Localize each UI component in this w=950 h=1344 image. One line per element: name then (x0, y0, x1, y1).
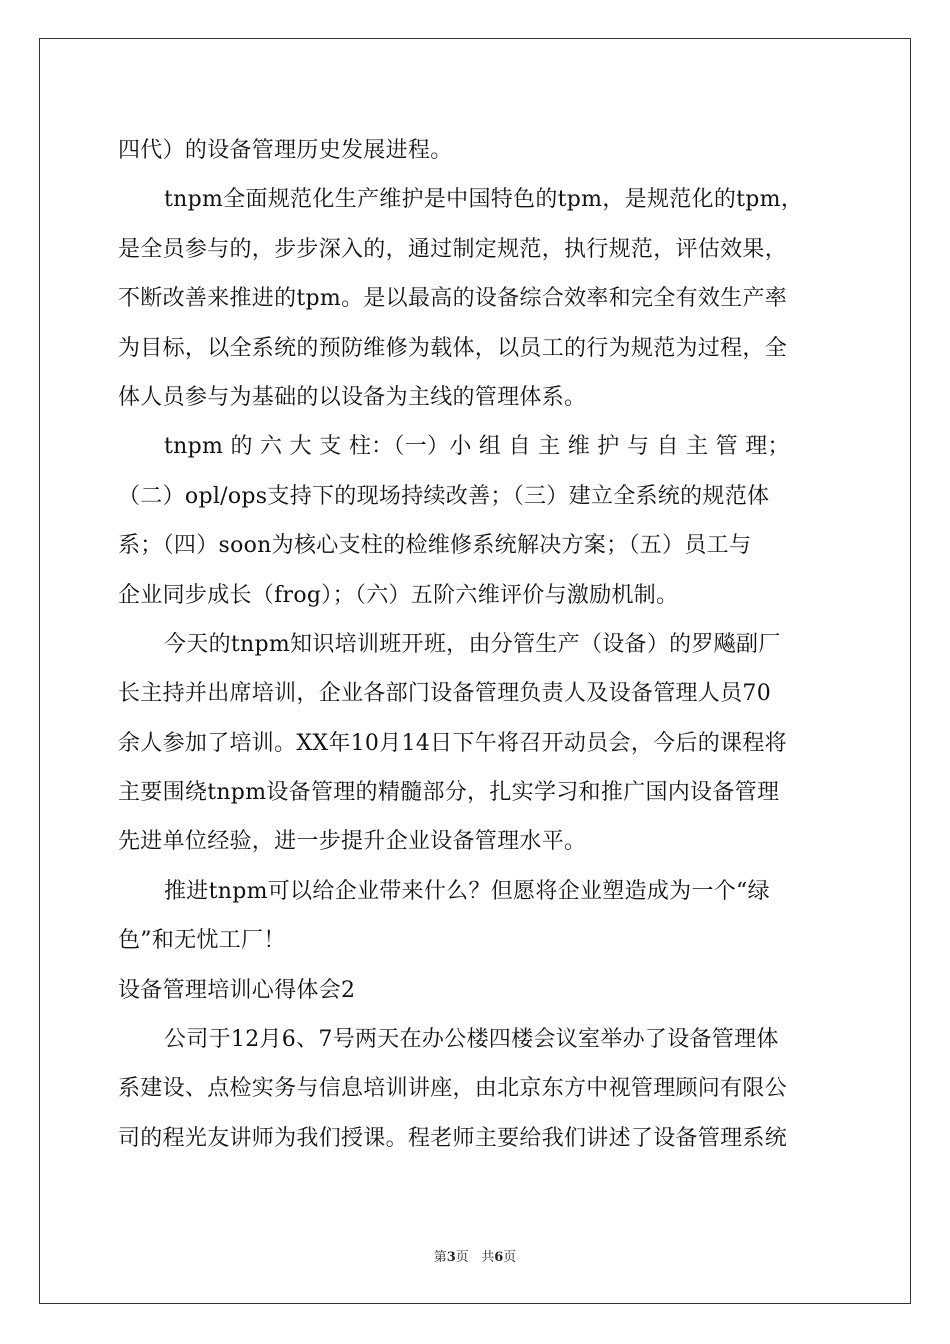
page-number: 3 (446, 1250, 456, 1265)
page-footer (0, 1246, 950, 1265)
section-heading: 设备管理培训心得体会2 (118, 977, 356, 1003)
text-line: 不断改善来推进的tpm。是以最高的设备综合效率和完全有效生产率 (118, 286, 788, 312)
text-line: 色”和无忧工厂！ (118, 928, 286, 954)
text-line: 余人参加了培训。XX年10月14日下午将召开动员会，今后的课程将 (118, 730, 787, 756)
text-line: 企业同步成长（frog）；（六）五阶六维评价与激励机制。 (118, 582, 679, 608)
total-pages: 6 (494, 1250, 504, 1265)
paragraph-start-line: tnpm 的 六 大 支 柱：（一）小 组 自 主 维 护 与 自 主 管 理； (164, 434, 790, 460)
text-line: 四代）的设备管理历史发展进程。 (118, 138, 453, 163)
text-line: 系建设、点检实务与信息培训讲座，由北京东方中视管理顾问有限公 (118, 1076, 788, 1102)
text-line: 体人员参与为基础的以设备为主线的管理体系。 (118, 384, 587, 410)
text-line: 司的程光友讲师为我们授课。程老师主要给我们讲述了设备管理系统 (118, 1125, 788, 1151)
text-line: 系；（四）soon为核心支柱的检维修系统解决方案；（五）员工与 (118, 533, 752, 559)
text-line: 为目标，以全系统的预防维修为载体，以员工的行为规范为过程，全 (118, 335, 788, 361)
paragraph-start-line: tnpm全面规范化生产维护是中国特色的tpm，是规范化的tpm， (164, 187, 804, 213)
text-line: 先进单位经验，进一步提升企业设备管理水平。 (118, 829, 587, 855)
text-line: 是全员参与的，步步深入的，通过制定规范，执行规范，评估效果， (118, 236, 788, 262)
paragraph-start-line: 推进tnpm可以给企业带来什么？但愿将企业塑造成为一个“绿 (164, 878, 770, 904)
text-line: 长主持并出席培训，企业各部门设备管理负责人及设备管理人员70 (118, 681, 771, 707)
text-line: （二）opl/ops支持下的现场持续改善；（三）建立全系统的规范体 (118, 483, 770, 509)
page-prefix: 第 (433, 1250, 447, 1265)
page-suffix: 页 (455, 1250, 469, 1265)
paragraph-start-line: 今天的tnpm知识培训班开班，由分管生产（设备）的罗飚副厂 (164, 631, 781, 657)
document-body (118, 126, 836, 1163)
text-line: 主要围绕tnpm设备管理的精髓部分，扎实学习和推广国内设备管理 (118, 780, 780, 806)
total-suffix: 页 (503, 1250, 517, 1265)
paragraph-start-line: 公司于12月6、7号两天在办公楼四楼会议室举办了设备管理体 (164, 1027, 779, 1053)
total-prefix: 共 (481, 1250, 495, 1265)
